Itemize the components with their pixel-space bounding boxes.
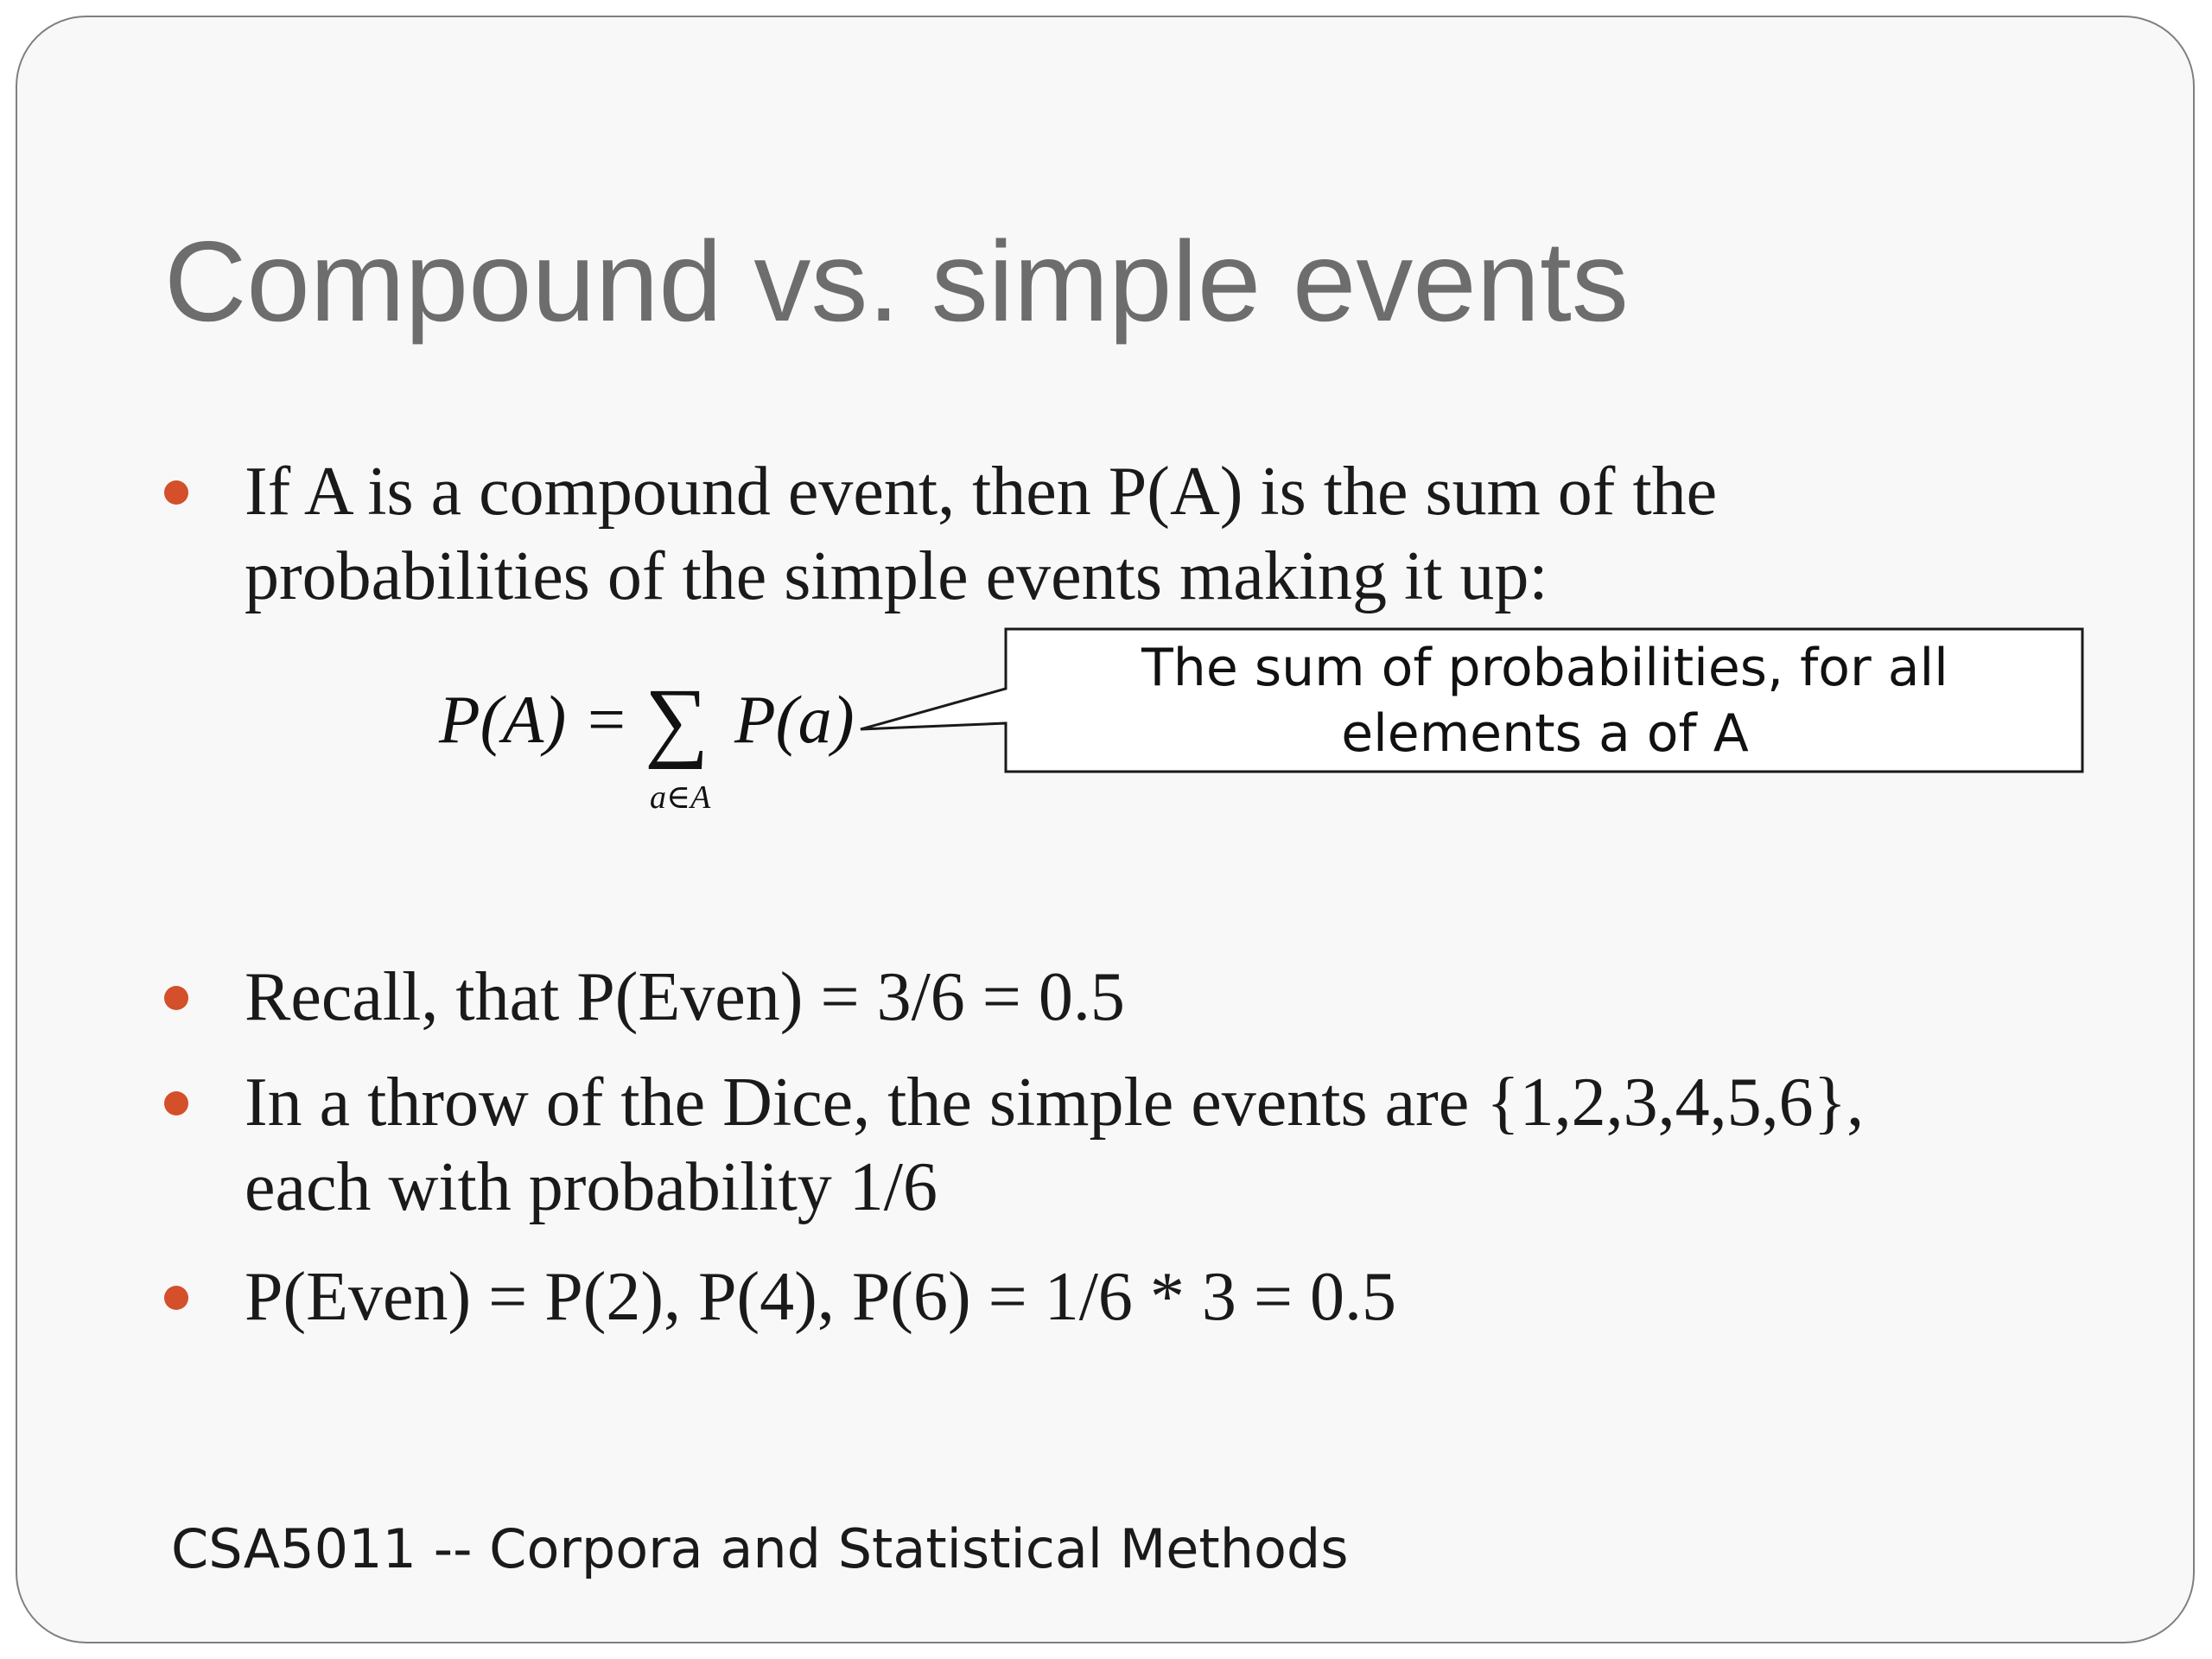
- bullet-item: [164, 449, 1717, 619]
- formula-equals: =: [588, 682, 626, 757]
- slide-title: Compound vs. simple events: [164, 218, 1629, 345]
- bullet-text: Recall, that P(Even) = 3/6 = 0.5: [245, 959, 1125, 1035]
- sum-formula: [439, 671, 888, 842]
- bullet-text: If A is a compound event, then P(A) is the sum of the probabilities of the simple events making it up:: [245, 454, 1718, 614]
- bullet-dot-icon: [164, 480, 188, 505]
- bullet-dot-icon: [164, 1091, 188, 1116]
- bullet-dot-icon: [164, 1286, 188, 1310]
- summation-symbol: ∑: [645, 671, 709, 770]
- bullet-item: [164, 1255, 1396, 1339]
- bullet-item: [164, 1060, 1864, 1230]
- formula-lhs: P(A): [439, 682, 567, 757]
- bullet-text: P(Even) = P(2), P(4), P(6) = 1/6 * 3 = 0.5: [245, 1259, 1397, 1335]
- formula-rhs: P(a): [734, 682, 855, 757]
- formula-subscript: a∈A: [650, 779, 711, 816]
- callout-text: The sum of probabilities, for all elements a of A: [1141, 637, 1948, 764]
- slide: [16, 16, 2195, 1643]
- slide-footer: CSA5011 -- Corpora and Statistical Methods: [171, 1517, 1349, 1580]
- bullet-item: [164, 955, 1125, 1039]
- bullet-dot-icon: [164, 986, 188, 1010]
- bullet-text: In a throw of the Dice, the simple events are {1,2,3,4,5,6}, each with probability 1/6: [245, 1065, 1865, 1225]
